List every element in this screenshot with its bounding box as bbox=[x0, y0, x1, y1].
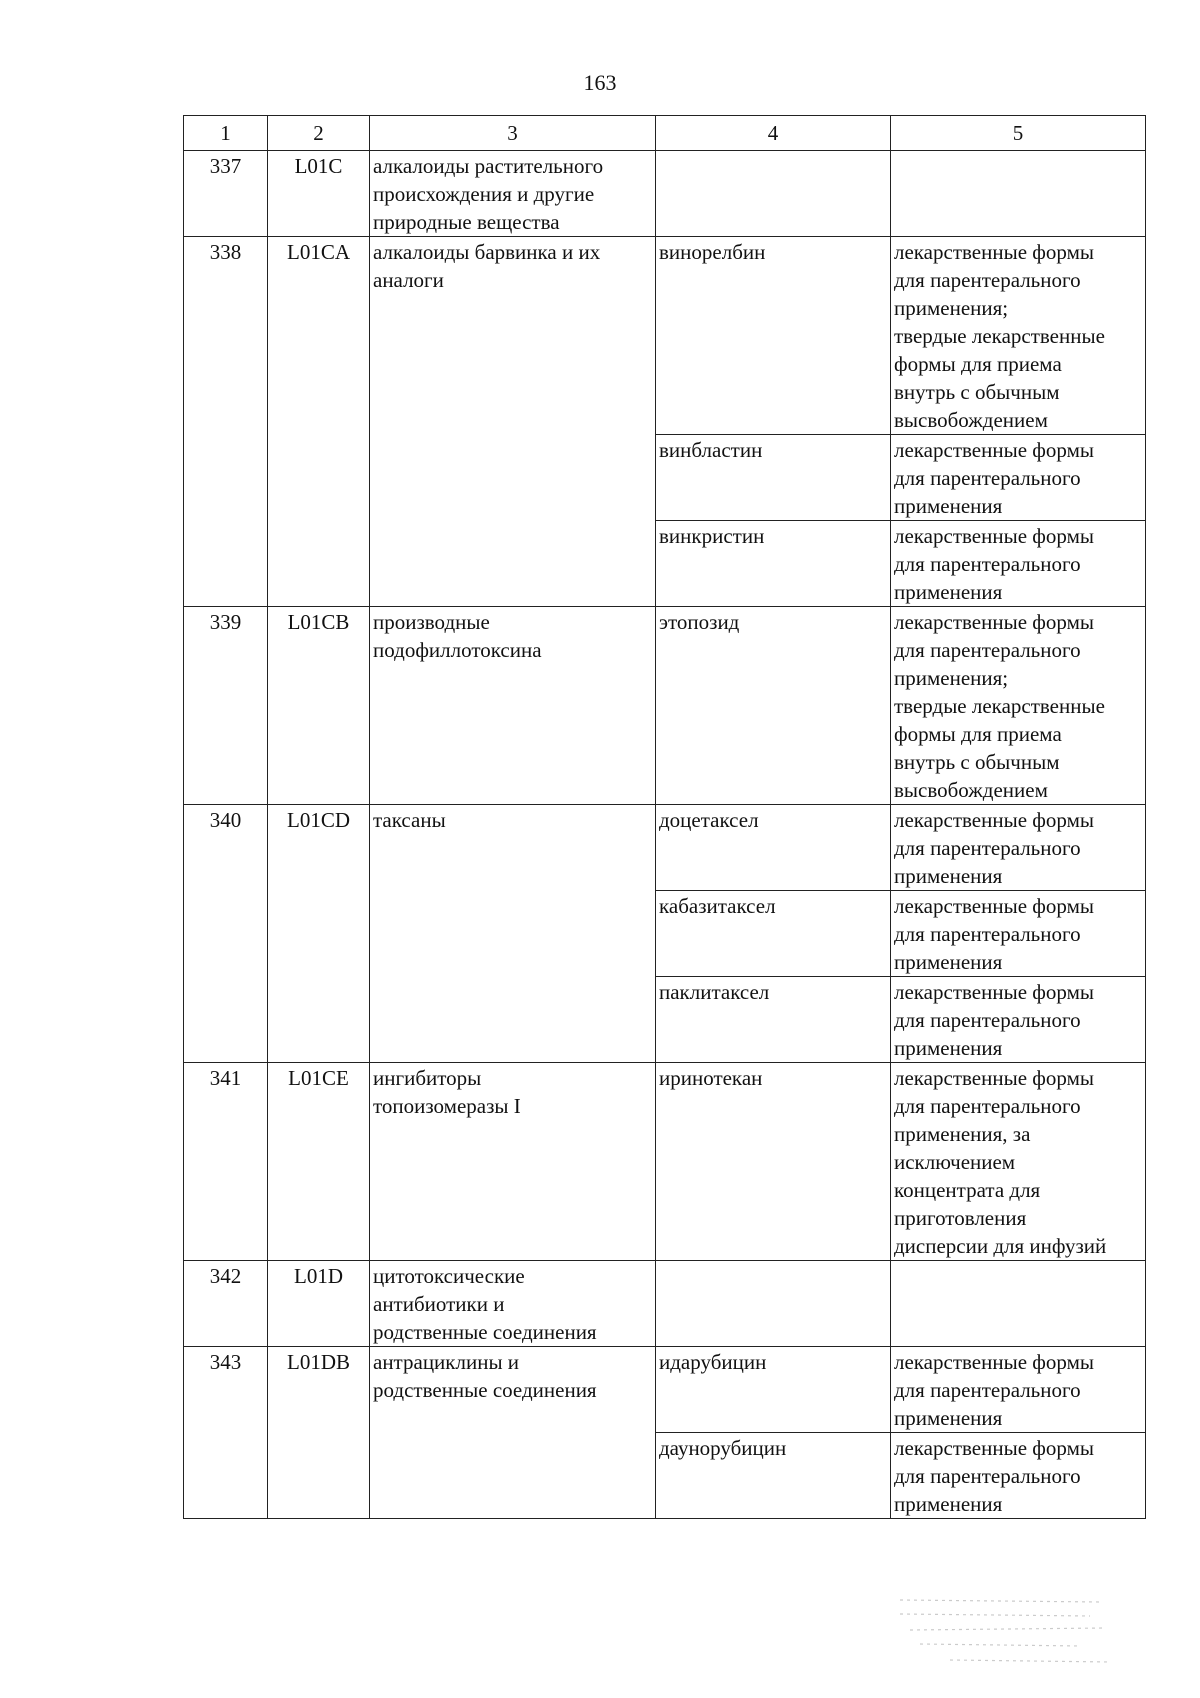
row-number: 337 bbox=[184, 151, 268, 237]
dosage-form: лекарственные формы для парентерального применения bbox=[891, 805, 1146, 891]
dosage-form: лекарственные формы для парентерального применения bbox=[891, 435, 1146, 521]
dosage-form: лекарственные формы для парентерального применения bbox=[891, 1433, 1146, 1519]
drug-name: иринотекан bbox=[656, 1063, 891, 1261]
drug-name-empty bbox=[656, 151, 891, 237]
row-number: 343 bbox=[184, 1347, 268, 1519]
row-number: 340 bbox=[184, 805, 268, 1063]
drug-name: доцетаксел bbox=[656, 805, 891, 891]
dosage-form: лекарственные формы для парентерального применения, за исключением концентрата для приготовления дисперсии для инфузий bbox=[891, 1063, 1146, 1261]
header-row bbox=[184, 116, 1146, 151]
atc-code: L01CE bbox=[268, 1063, 370, 1261]
drug-name-empty bbox=[656, 1261, 891, 1347]
drug-name: паклитаксел bbox=[656, 977, 891, 1063]
atc-code: L01CB bbox=[268, 607, 370, 805]
stamp-image bbox=[890, 1590, 1120, 1680]
row-number: 342 bbox=[184, 1261, 268, 1347]
table-row bbox=[184, 1261, 1146, 1347]
drug-name: винкристин bbox=[656, 521, 891, 607]
drug-name: винорелбин bbox=[656, 237, 891, 435]
dosage-form: лекарственные формы для парентерального применения bbox=[891, 521, 1146, 607]
atc-group-name: ингибиторы топоизомеразы I bbox=[370, 1063, 656, 1261]
table-row bbox=[184, 1347, 1146, 1433]
row-number: 339 bbox=[184, 607, 268, 805]
atc-code: L01CA bbox=[268, 237, 370, 607]
dosage-form: лекарственные формы для парентерального применения bbox=[891, 891, 1146, 977]
atc-group-name: таксаны bbox=[370, 805, 656, 1063]
table-row bbox=[184, 607, 1146, 805]
medication-table bbox=[183, 115, 1146, 1519]
column-header: 2 bbox=[268, 116, 370, 151]
dosage-form-empty bbox=[891, 151, 1146, 237]
atc-code: L01D bbox=[268, 1261, 370, 1347]
table-row bbox=[184, 151, 1146, 237]
dosage-form: лекарственные формы для парентерального применения bbox=[891, 977, 1146, 1063]
dosage-form: лекарственные формы для парентерального применения; твердые лекарственные формы для приема внутрь с обычным высвобождением bbox=[891, 607, 1146, 805]
row-number: 338 bbox=[184, 237, 268, 607]
drug-name: идарубицин bbox=[656, 1347, 891, 1433]
drug-name: этопозид bbox=[656, 607, 891, 805]
column-header: 4 bbox=[656, 116, 891, 151]
drug-name: даунорубицин bbox=[656, 1433, 891, 1519]
table-row bbox=[184, 1063, 1146, 1261]
table-row bbox=[184, 805, 1146, 891]
atc-code: L01DB bbox=[268, 1347, 370, 1519]
page-number: 163 bbox=[583, 70, 617, 95]
dosage-form-empty bbox=[891, 1261, 1146, 1347]
atc-group-name: алкалоиды барвинка и их аналоги bbox=[370, 237, 656, 607]
atc-group-name: антрациклины и родственные соединения bbox=[370, 1347, 656, 1519]
dosage-form: лекарственные формы для парентерального применения bbox=[891, 1347, 1146, 1433]
atc-group-name: производные подофиллотоксина bbox=[370, 607, 656, 805]
drug-name: кабазитаксел bbox=[656, 891, 891, 977]
atc-group-name: алкалоиды растительного происхождения и другие природные вещества bbox=[370, 151, 656, 237]
atc-group-name: цитотоксические антибиотики и родственные соединения bbox=[370, 1261, 656, 1347]
column-header: 5 bbox=[891, 116, 1146, 151]
atc-code: L01CD bbox=[268, 805, 370, 1063]
table-row bbox=[184, 237, 1146, 435]
drug-name: винбластин bbox=[656, 435, 891, 521]
atc-code: L01C bbox=[268, 151, 370, 237]
row-number: 341 bbox=[184, 1063, 268, 1261]
column-header: 3 bbox=[370, 116, 656, 151]
column-header: 1 bbox=[184, 116, 268, 151]
dosage-form: лекарственные формы для парентерального применения; твердые лекарственные формы для приема внутрь с обычным высвобождением bbox=[891, 237, 1146, 435]
